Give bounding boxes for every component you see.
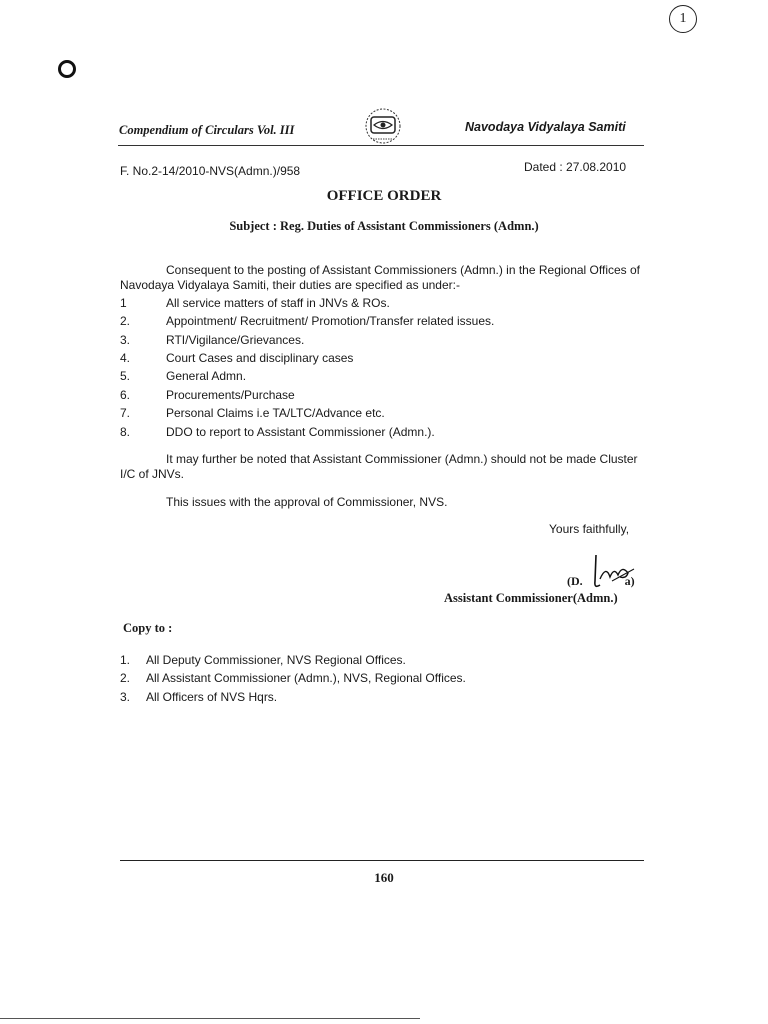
order-date: Dated : 27.08.2010: [524, 160, 627, 174]
duty-item: RTI/Vigilance/Grievances.: [166, 333, 305, 347]
header-divider: [118, 145, 644, 146]
copy-number: 2.: [120, 671, 131, 685]
duty-number: 3.: [120, 333, 131, 347]
duty-item: All service matters of staff in JNVs & ROs.: [166, 296, 390, 310]
document-title: OFFICE ORDER: [326, 188, 442, 204]
copy-recipient: All Assistant Commissioner (Admn.), NVS, Regional Offices.: [146, 671, 466, 685]
nvs-emblem-icon: [359, 104, 407, 150]
file-reference: F. No.2-14/2010-NVS(Admn.)/958: [120, 164, 301, 178]
punch-hole-mark: [58, 60, 76, 78]
duty-item: Appointment/ Recruitment/ Promotion/Transfer related issues.: [166, 314, 495, 328]
header-right-title: Navodaya Vidyalaya Samiti: [465, 120, 626, 134]
approval-line: This issues with the approval of Commissioner, NVS.: [166, 495, 448, 509]
duty-item: General Admn.: [166, 369, 247, 383]
copy-to-heading: Copy to :: [123, 621, 173, 635]
intro-paragraph: Consequent to the posting of Assistant Commissioners (Admn.) in the Regional Offices of Navodaya Vidyalaya Samiti, their duties are specified as under:-: [120, 263, 641, 292]
copy-number: 3.: [120, 690, 131, 704]
duty-item: DDO to report to Assistant Commissioner (Admn.).: [166, 425, 435, 439]
duty-number: 4.: [120, 351, 131, 365]
signatory-name: (D. a): [567, 574, 635, 588]
duty-number: 2.: [120, 314, 131, 328]
header-left-title: Compendium of Circulars Vol. III: [119, 123, 295, 137]
duty-number: 5.: [120, 369, 131, 383]
page-number: 160: [374, 870, 394, 885]
duty-number: 6.: [120, 388, 131, 402]
duty-number: 1: [120, 296, 127, 310]
footer-divider: [120, 860, 644, 861]
signatory-designation: Assistant Commissioner(Admn.): [444, 591, 618, 605]
subject-line: Subject : Reg. Duties of Assistant Commissioners (Admn.): [229, 219, 539, 233]
duty-item: Personal Claims i.e TA/LTC/Advance etc.: [166, 406, 385, 420]
duty-number: 7.: [120, 406, 131, 420]
copy-recipient: All Officers of NVS Hqrs.: [146, 690, 278, 704]
scan-edge-line: [0, 1018, 420, 1019]
note-paragraph: It may further be noted that Assistant Commissioner (Admn.) should not be made Cluster I/C of JNVs.: [120, 452, 638, 481]
page-corner-mark: 1: [669, 5, 697, 33]
duty-number: 8.: [120, 425, 131, 439]
copy-number: 1.: [120, 653, 131, 667]
copy-recipient: All Deputy Commissioner, NVS Regional Offices.: [146, 653, 406, 667]
duty-item: Court Cases and disciplinary cases: [166, 351, 354, 365]
closing-salutation: Yours faithfully,: [549, 522, 630, 536]
duty-item: Procurements/Purchase: [166, 388, 295, 402]
